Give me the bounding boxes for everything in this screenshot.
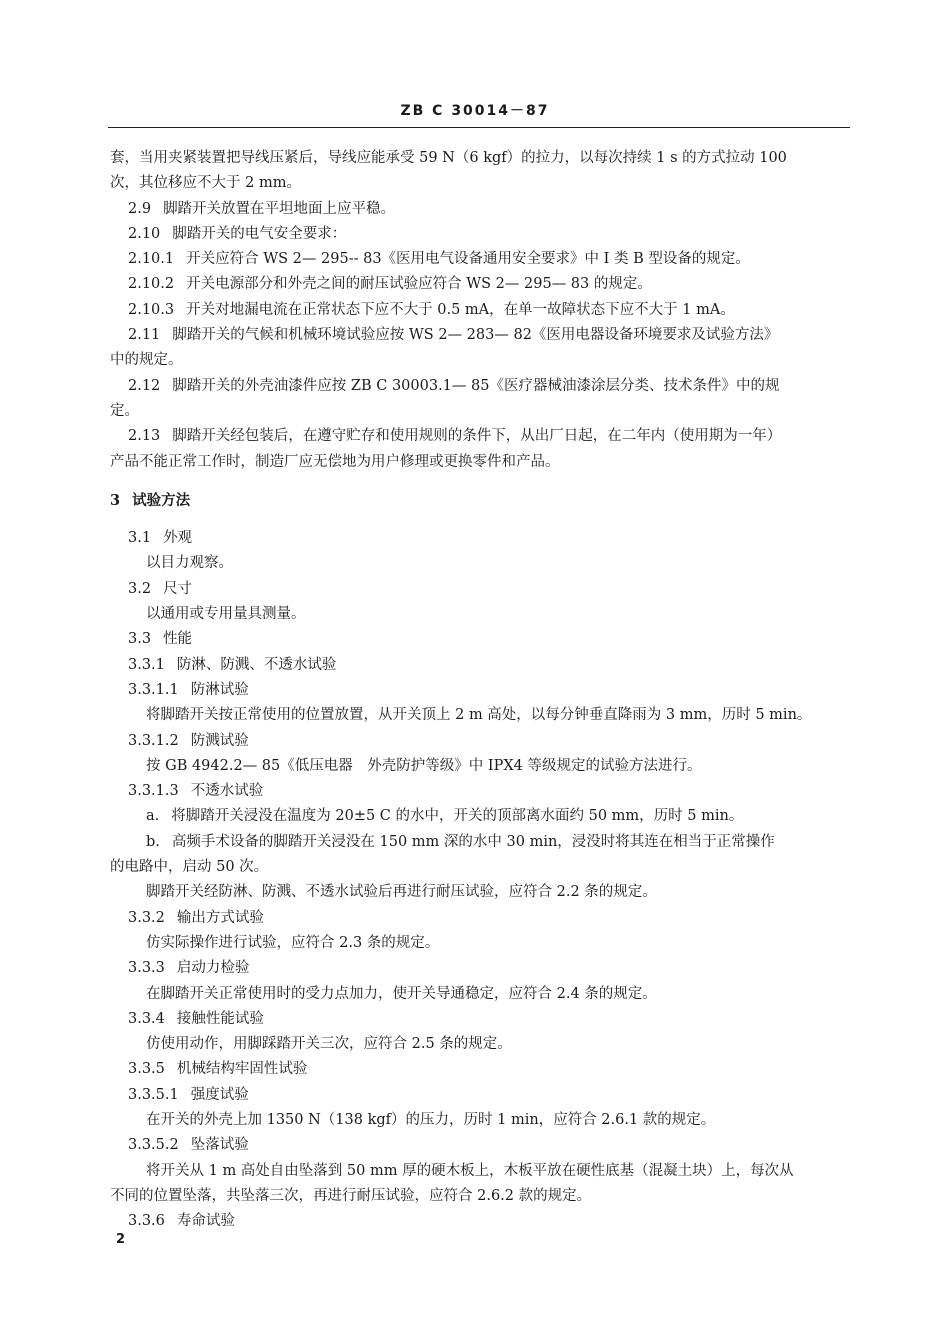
text-line — [110, 1108, 852, 1133]
clause-line — [110, 1083, 852, 1108]
clause-number: 3.3.1 — [128, 656, 165, 673]
clause-text: 脚踏开关经防淋、防溅、不透水试验后再进行耐压试验，应符合 2.2 条的规定。 — [146, 884, 657, 901]
clause-line — [110, 1007, 852, 1032]
clause-number: 3.3.1.3 — [128, 783, 179, 800]
clause-text: 防淋试验 — [190, 681, 249, 698]
text-line — [110, 1184, 852, 1209]
clause-line — [110, 830, 852, 855]
clause-text: 的电路中，启动 50 次。 — [110, 859, 269, 876]
text-line — [110, 171, 852, 196]
text-line — [110, 1032, 852, 1057]
clause-text: 防溅试验 — [190, 732, 249, 749]
clause-text: 寿命试验 — [176, 1213, 235, 1230]
clause-text: 接触性能试验 — [176, 1010, 264, 1027]
clause-line — [110, 577, 852, 602]
clause-text: 在脚踏开关正常使用时的受力点加力，使开关导通稳定，应符合 2.4 条的规定。 — [146, 985, 657, 1002]
text-line — [110, 602, 852, 627]
clause-text: 试验方法 — [132, 491, 191, 509]
clause-text: 脚踏开关放置在平坦地面上应平稳。 — [163, 200, 396, 217]
clause-number: 3.3.1.2 — [128, 732, 179, 749]
clause-number: 3.3.2 — [128, 909, 165, 926]
clause-text: 不同的位置坠落，共坠落三次，再进行耐压试验，应符合 2.6.2 款的规定。 — [110, 1187, 592, 1204]
clause-number: 3.3.6 — [128, 1213, 165, 1230]
text-line — [110, 1159, 852, 1184]
clause-text: 外观 — [163, 530, 193, 547]
clause-text: 次，其位移应不大于 2 mm。 — [110, 175, 301, 192]
clause-number: 2.9 — [128, 200, 152, 217]
clause-number: 3.2 — [128, 580, 152, 597]
clause-text: 以通用或专用量具测量。 — [146, 606, 306, 623]
clause-text: 中的规定。 — [110, 352, 183, 369]
clause-text: 高频手术设备的脚踏开关浸没在 150 mm 深的水中 30 min，浸没时将其连在相当于正常操作 — [171, 833, 775, 850]
clause-text: 输出方式试验 — [176, 909, 264, 926]
text-line — [110, 551, 852, 576]
clause-number: 2.10.3 — [128, 301, 175, 318]
clause-text: 定。 — [110, 402, 139, 419]
document-body — [110, 146, 852, 1234]
page-number: 2 — [116, 1232, 126, 1247]
clause-line — [110, 956, 852, 981]
clause-line — [110, 374, 852, 399]
clause-text: 机械结构牢固性试验 — [176, 1061, 308, 1078]
text-line — [110, 146, 852, 171]
document-code-header: ZB C 30014－87 — [400, 103, 550, 119]
header-rule — [108, 127, 850, 128]
text-line — [110, 399, 852, 424]
text-line — [110, 931, 852, 956]
clause-text: 开关应符合 WS 2— 295-- 83《医用电气设备通用安全要求》中 I 类 B 型设备的规定。 — [186, 251, 750, 268]
clause-number: 2.10.1 — [128, 251, 175, 268]
clause-number: 3.3.5.1 — [128, 1086, 179, 1103]
clause-number: 2.12 — [128, 377, 161, 394]
clause-number: b. — [146, 833, 160, 850]
clause-text: 套，当用夹紧装置把导线压紧后，导线应能承受 59 N（6 kgf）的拉力，以每次持续 1 s 的方式拉动 100 — [110, 150, 787, 166]
clause-line — [110, 627, 852, 652]
clause-text: 坠落试验 — [190, 1137, 249, 1154]
clause-number: 3.3.4 — [128, 1010, 165, 1027]
clause-text: 在开关的外壳上加 1350 N（138 kgf）的压力，历时 1 min，应符合 2.6.1 款的规定。 — [146, 1111, 716, 1128]
clause-line — [110, 424, 852, 449]
clause-line — [110, 779, 852, 804]
text-line — [110, 855, 852, 880]
text-line — [110, 703, 852, 728]
clause-text: 强度试验 — [190, 1086, 249, 1103]
clause-line — [110, 804, 852, 829]
text-line — [110, 348, 852, 373]
clause-line — [110, 526, 852, 551]
clause-text: 将开关从 1 m 高处自由坠落到 50 mm 厚的硬木板上，木板平放在硬性底基（混凝土块）上，每次从 — [146, 1162, 794, 1179]
clause-number: 2.10.2 — [128, 276, 175, 293]
clause-number: 3.3.5 — [128, 1061, 165, 1078]
clause-line — [110, 272, 852, 297]
clause-line — [110, 197, 852, 222]
clause-number: 3.3.5.2 — [128, 1137, 179, 1154]
clause-line — [110, 906, 852, 931]
clause-text: 不透水试验 — [190, 783, 264, 800]
clause-text: 启动力检验 — [176, 960, 250, 977]
clause-text: 脚踏开关的气候和机械环境试验应按 WS 2— 283— 82《医用电器设备环境要求及试验方法》 — [172, 327, 779, 344]
text-line — [110, 450, 852, 475]
section-gap — [110, 513, 852, 526]
clause-number: 3.3 — [128, 631, 152, 648]
clause-line — [110, 298, 852, 323]
clause-number: 2.11 — [128, 327, 161, 344]
clause-text: 将脚踏开关按正常使用的位置放置，从开关顶上 2 m 高处，以每分钟垂直降雨为 3 mm，历时 5 min。 — [146, 707, 812, 724]
clause-text: 以目力观察。 — [146, 555, 233, 572]
clause-text: 尺寸 — [163, 580, 193, 597]
clause-text: 仿使用动作，用脚踩踏开关三次，应符合 2.5 条的规定。 — [146, 1036, 512, 1053]
clause-line — [110, 1209, 852, 1234]
clause-text: 产品不能正常工作时，制造厂应无偿地为用户修理或更换零件和产品。 — [110, 453, 560, 470]
clause-text: 性能 — [163, 631, 193, 648]
text-line — [110, 982, 852, 1007]
clause-line — [110, 1057, 852, 1082]
clause-text: 按 GB 4942.2— 85《低压电器 外壳防护等级》中 IPX4 等级规定的试验方法进行。 — [146, 757, 702, 774]
section-gap — [110, 475, 852, 488]
clause-line — [110, 729, 852, 754]
clause-text: 脚踏开关经包装后，在遵守贮存和使用规则的条件下，从出厂日起，在二年内（使用期为一年） — [172, 428, 782, 445]
clause-text: 防淋、防溅、不透水试验 — [176, 656, 337, 673]
text-line — [110, 880, 852, 905]
clause-line — [110, 488, 852, 513]
clause-number: 2.10 — [128, 225, 161, 242]
clause-line — [110, 678, 852, 703]
clause-number: 2.13 — [128, 428, 161, 445]
text-line — [110, 754, 852, 779]
clause-text: 将脚踏开关浸没在温度为 20±5 C 的水中，开关的顶部离水面约 50 mm，历时 5 min。 — [171, 808, 744, 825]
clause-text: 脚踏开关的电气安全要求： — [172, 225, 347, 242]
clause-line — [110, 222, 852, 247]
clause-line — [110, 1133, 852, 1158]
clause-line — [110, 247, 852, 272]
clause-number: a. — [146, 808, 160, 825]
clause-line — [110, 323, 852, 348]
clause-number: 3 — [110, 491, 121, 509]
clause-number: 3.3.3 — [128, 960, 165, 977]
clause-text: 仿实际操作进行试验，应符合 2.3 条的规定。 — [146, 934, 440, 951]
clause-number: 3.1 — [128, 530, 152, 547]
clause-text: 开关电源部分和外壳之间的耐压试验应符合 WS 2— 295— 83 的规定。 — [186, 276, 652, 293]
clause-text: 开关对地漏电流在正常状态下应不大于 0.5 mA，在单一故障状态下应不大于 1 mA。 — [186, 301, 735, 318]
clause-line — [110, 653, 852, 678]
clause-number: 3.3.1.1 — [128, 681, 179, 698]
clause-text: 脚踏开关的外壳油漆件应按 ZB C 30003.1— 85《医疗器械油漆涂层分类、技术条件》中的规 — [172, 377, 780, 394]
